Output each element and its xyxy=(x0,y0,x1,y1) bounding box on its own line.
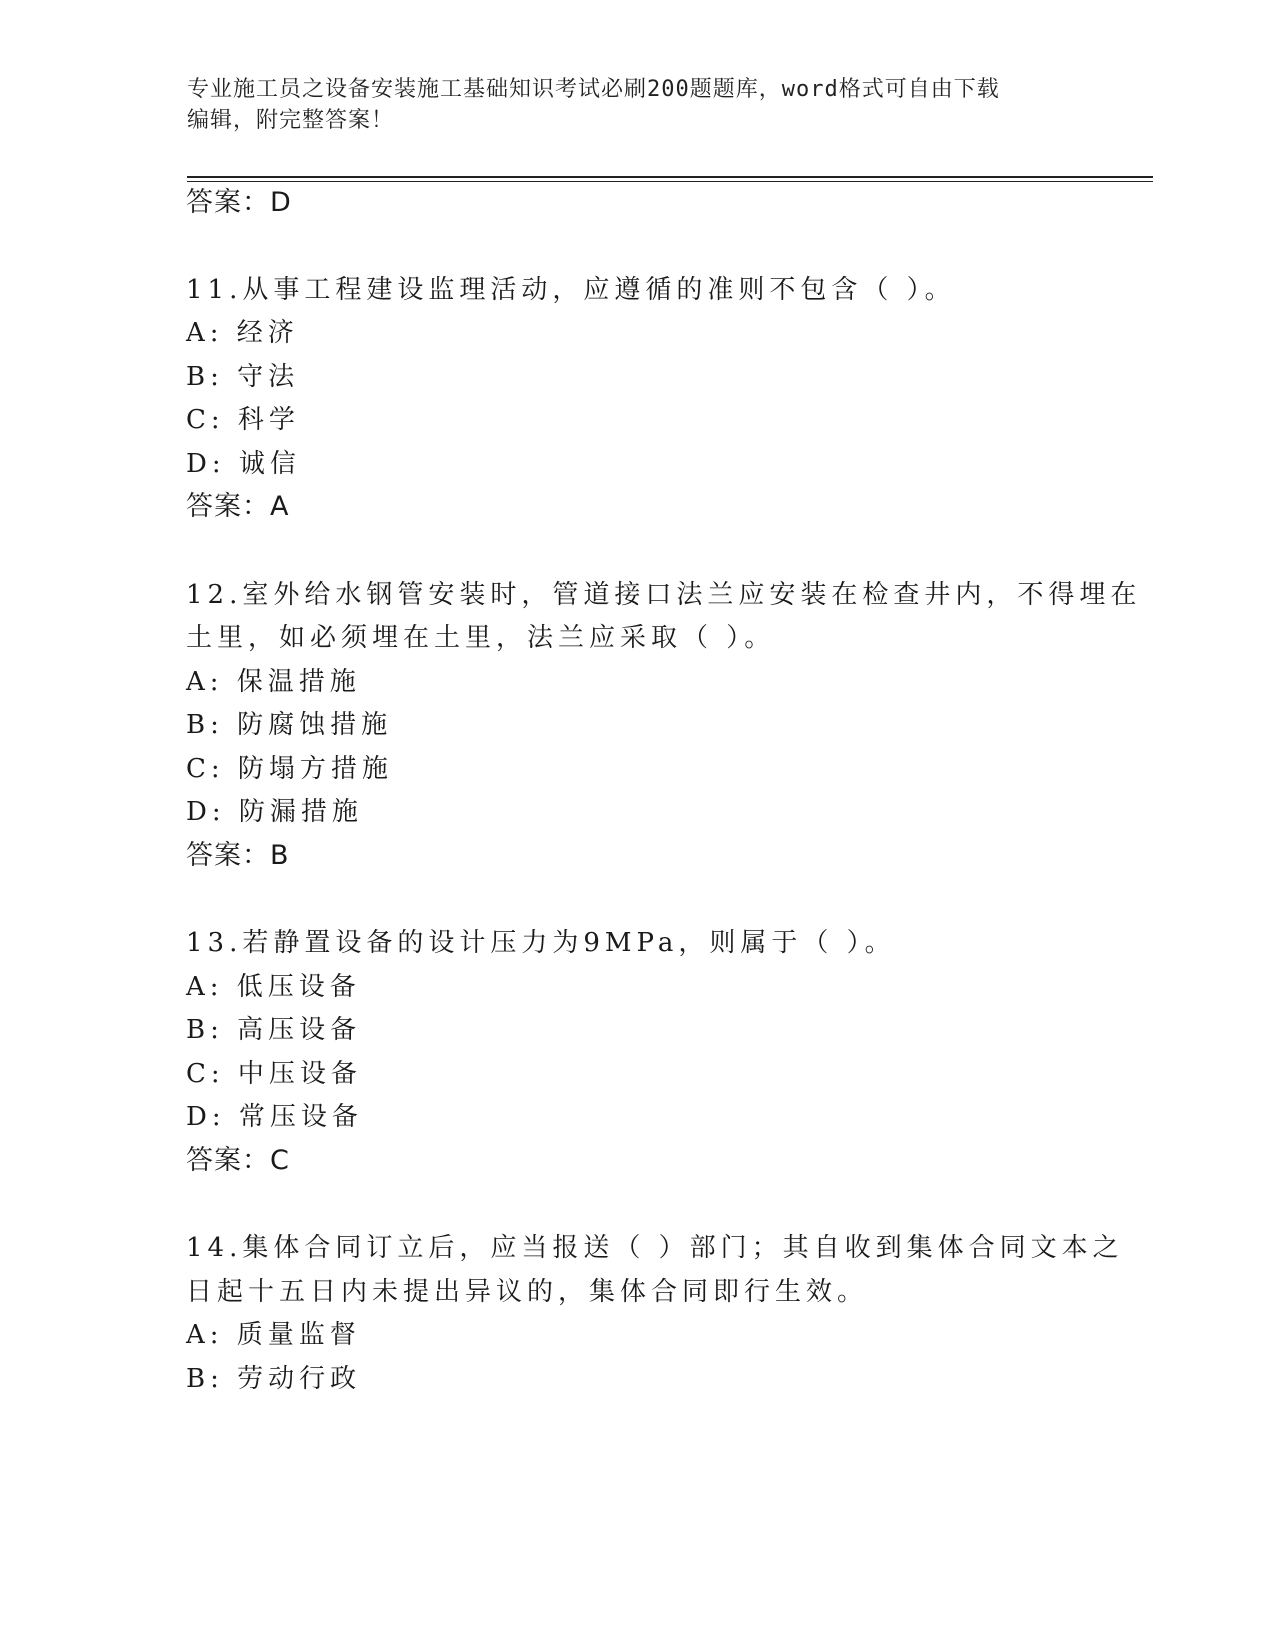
header-divider-thin xyxy=(187,181,1153,182)
question-13-option-d: D: 常压设备 xyxy=(186,1102,363,1132)
question-14-text-line-2: 日起十五日内未提出异议的，集体合同即行生效。 xyxy=(186,1277,869,1307)
document-header xyxy=(187,74,1087,136)
header-divider xyxy=(187,176,1153,178)
header-line-1: 专业施工员之设备安装施工基础知识考试必刷200题题库，word格式可自由下载 xyxy=(187,77,1000,102)
question-11-text: 11.从事工程建设监理活动，应遵循的准则不包含（ ）。 xyxy=(186,275,956,305)
question-14-text-line-1: 14.集体合同订立后，应当报送（ ）部门；其自收到集体合同文本之 xyxy=(186,1233,1124,1263)
question-14-option-a: A: 质量监督 xyxy=(186,1320,361,1350)
answer-q10: 答案：D xyxy=(186,187,292,218)
question-13-text: 13.若静置设备的设计压力为9MPa，则属于（ ）。 xyxy=(186,928,896,958)
question-12-text-line-2: 土里，如必须埋在土里，法兰应采取（ ）。 xyxy=(186,623,776,653)
answer-q12: 答案：B xyxy=(186,840,290,871)
question-11-option-c: C: 科学 xyxy=(186,405,300,435)
answer-q11: 答案：A xyxy=(186,491,290,522)
question-12-option-c: C: 防塌方措施 xyxy=(186,754,393,784)
question-13-option-a: A: 低压设备 xyxy=(186,972,361,1002)
answer-q13: 答案：C xyxy=(186,1145,290,1176)
question-14-option-b: B: 劳动行政 xyxy=(186,1364,362,1394)
question-11-option-b: B: 守法 xyxy=(186,362,300,392)
question-12-text-line-1: 12.室外给水钢管安装时，管道接口法兰应安装在检查井内，不得埋在 xyxy=(186,580,1142,610)
question-11-option-a: A: 经济 xyxy=(186,318,299,348)
header-line-2: 编辑，附完整答案！ xyxy=(187,108,395,133)
question-12-option-d: D: 防漏措施 xyxy=(186,797,363,827)
question-13-option-c: C: 中压设备 xyxy=(186,1059,362,1089)
question-12-option-b: B: 防腐蚀措施 xyxy=(186,710,393,740)
question-13-option-b: B: 高压设备 xyxy=(186,1015,362,1045)
question-11-option-d: D: 诚信 xyxy=(186,449,301,479)
question-12-option-a: A: 保温措施 xyxy=(186,667,361,697)
